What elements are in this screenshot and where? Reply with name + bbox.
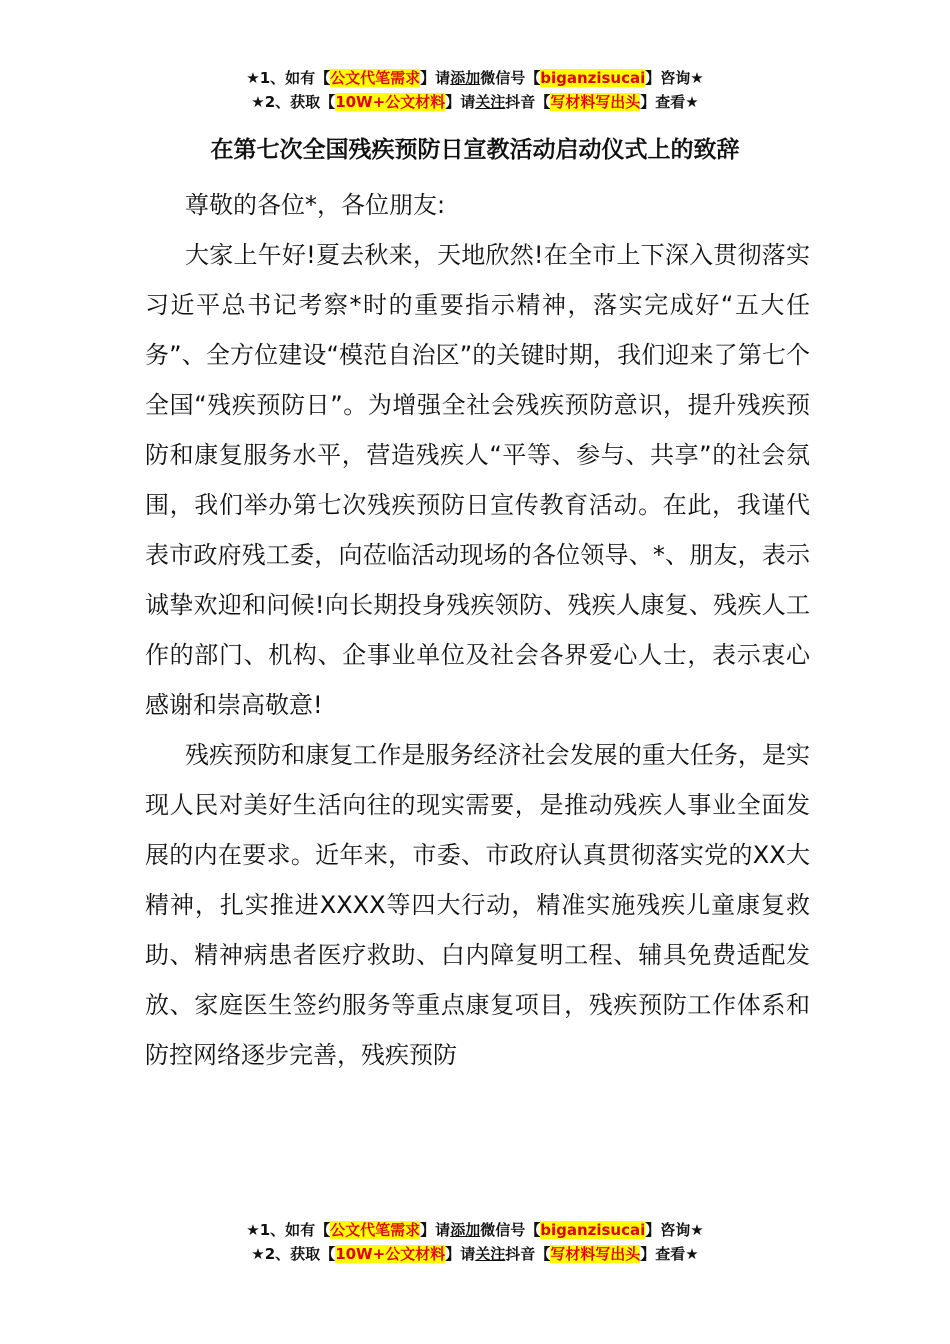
promo-text: 抖音【: [505, 1245, 551, 1263]
promo-line-2: [0, 90, 950, 114]
promo-underlined-text: 添加: [450, 69, 481, 87]
promo-text: 】请: [420, 69, 451, 87]
promo-text: ★1、如有【: [246, 69, 331, 87]
promo-text: 】查看★: [640, 93, 699, 111]
promo-line-1: [0, 1218, 950, 1242]
promo-text: ★2、获取【: [251, 1245, 336, 1263]
promo-text: 】请: [445, 93, 476, 111]
footer-promo-banner: [0, 1218, 950, 1266]
promo-text: ★2、获取【: [251, 93, 336, 111]
header-promo-banner: [0, 66, 950, 114]
promo-text: 】咨询★: [645, 1221, 704, 1239]
promo-text: ★1、如有【: [246, 1221, 331, 1239]
promo-underlined-text: 关注: [475, 93, 506, 111]
promo-highlight: 10W+公文材料: [335, 1245, 446, 1263]
paragraph: 残疾预防和康复工作是服务经济社会发展的重大任务，是实现人民对美好生活向往的现实需要，是推动残疾人事业全面发展的内在要求。近年来，市委、市政府认真贯彻落实党的XX大精神，扎实推进XXXX等四大行动，精准实施残疾儿童康复救助、精神病患者医疗救助、白内障复明工程、辅具免费适配发放、家庭医生签约服务等重点康复项目，残疾预防工作体系和防控网络逐步完善，残疾预防: [145, 741, 810, 1069]
document-title: 在第七次全国残疾预防日宣教活动启动仪式上的致辞: [210, 137, 740, 163]
promo-highlight: biganzisucai: [540, 1221, 646, 1239]
promo-highlight: 写材料写出头: [550, 1245, 641, 1263]
promo-text: 微信号【: [480, 1221, 541, 1239]
promo-line-2: [0, 1242, 950, 1266]
promo-text: 】请: [420, 1221, 451, 1239]
promo-underlined-text: 关注: [475, 1245, 506, 1263]
paragraph: 大家上午好!夏去秋来，天地欣然!在全市上下深入贯彻落实习近平总书记考察*时的重要指示精神，落实完成好“五大任务”、全方位建设“模范自治区”的关键时期，我们迎来了第七个全国“残疾预防日”。为增强全社会残疾预防意识，提升残疾预防和康复服务水平，营造残疾人“平等、参与、共享”的社会氛围，我们举办第七次残疾预防日宣传教育活动。在此，我谨代表市政府残工委，向莅临活动现场的各位领导、*、朋友，表示诚挚欢迎和问候!向长期投身残疾领防、残疾人康复、残疾人工作的部门、机构、企事业单位及社会各界爱心人士，表示衷心感谢和崇高敬意!: [145, 241, 810, 719]
salutation: 尊敬的各位*，各位朋友:: [185, 191, 446, 219]
document-body: [145, 180, 810, 1080]
promo-line-1: [0, 66, 950, 90]
promo-highlight: 10W+公文材料: [335, 93, 446, 111]
promo-text: 微信号【: [480, 69, 541, 87]
promo-underlined-text: 添加: [450, 1221, 481, 1239]
promo-highlight: 写材料写出头: [550, 93, 641, 111]
promo-text: 】咨询★: [645, 69, 704, 87]
promo-text: 】查看★: [640, 1245, 699, 1263]
promo-highlight: 公文代笔需求: [330, 69, 421, 87]
promo-text: 抖音【: [505, 93, 551, 111]
promo-highlight: 公文代笔需求: [330, 1221, 421, 1239]
promo-text: 】请: [445, 1245, 476, 1263]
promo-highlight: biganzisucai: [540, 69, 646, 87]
